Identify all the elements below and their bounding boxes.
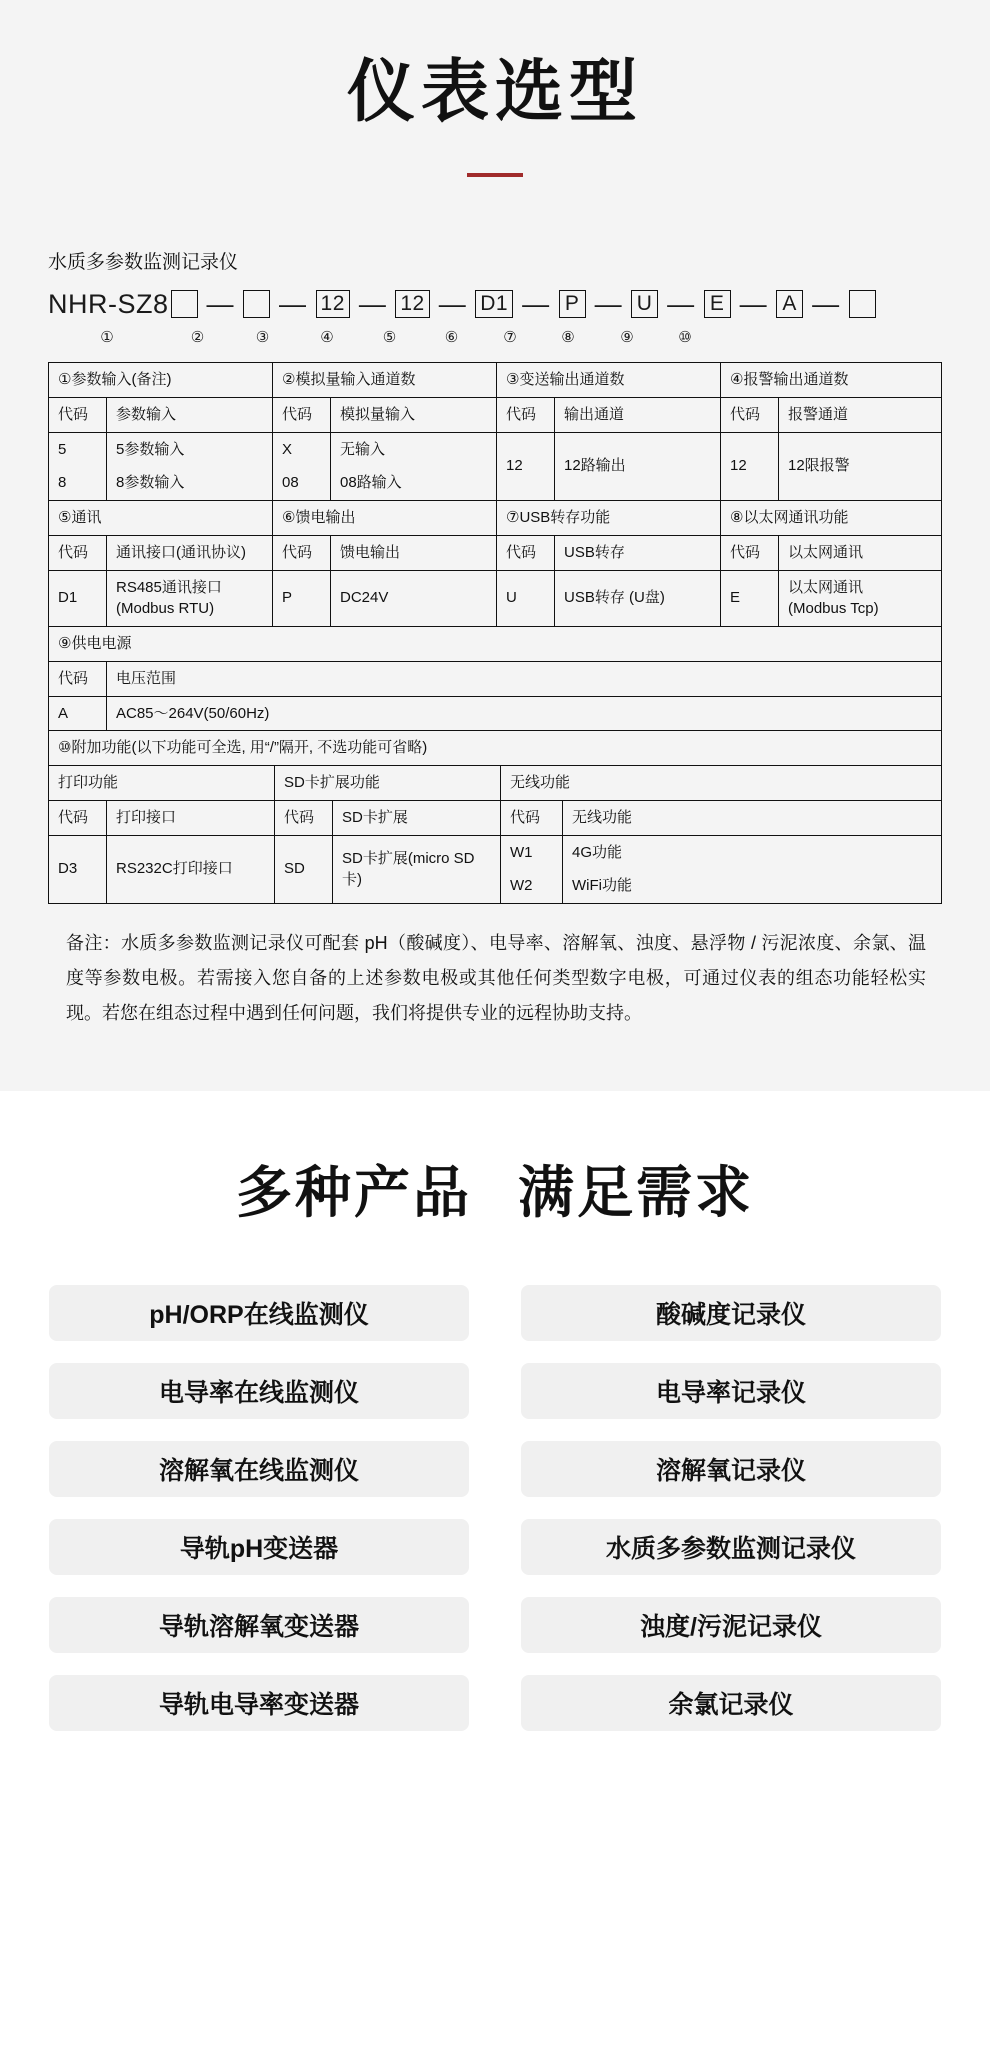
group2-head-value: 模拟量输入 xyxy=(331,397,497,432)
table-row xyxy=(49,835,942,869)
group5-value-line1: RS485通讯接口 xyxy=(116,578,222,596)
model-number-5: ⑤ xyxy=(382,329,397,346)
group10-title: ⑩附加功能(以下功能可全选, 用“/”隔开, 不选功能可省略) xyxy=(49,731,942,766)
group10-col2-head-value: SD卡扩展 xyxy=(333,800,501,835)
group3-value-1: 12路输出 xyxy=(555,432,721,501)
group1-code-1: 5 xyxy=(49,432,107,466)
spec-table-group-a xyxy=(48,362,942,501)
model-number-3: ③ xyxy=(255,329,270,346)
group3-code-1: 12 xyxy=(497,432,555,501)
model-field-9: A xyxy=(776,290,803,318)
remark-label: 备注： xyxy=(66,933,121,953)
group5-value-line2: (Modbus RTU) xyxy=(116,600,215,618)
model-number-6: ⑥ xyxy=(444,329,459,346)
group10-col3-head-code: 代码 xyxy=(501,800,563,835)
product-item-ph-orp-online[interactable]: pH/ORP在线监测仪 xyxy=(49,1285,469,1341)
group10-col3-value-2: WiFi功能 xyxy=(563,869,942,903)
group4-title: ④报警输出通道数 xyxy=(721,363,942,398)
model-code-block xyxy=(48,247,942,904)
model-field-7: U xyxy=(631,290,658,318)
group5-value-1 xyxy=(107,570,273,627)
table-row xyxy=(49,766,942,801)
product-item-residual-chlorine-recorder[interactable]: 余氯记录仪 xyxy=(521,1675,941,1731)
group10-col2-value-1: SD卡扩展(micro SD卡) xyxy=(333,835,501,904)
group3-head-code: 代码 xyxy=(497,397,555,432)
group2-title: ②模拟量输入通道数 xyxy=(273,363,497,398)
model-field-8: E xyxy=(704,290,731,318)
product-item-conductivity-online[interactable]: 电导率在线监测仪 xyxy=(49,1363,469,1419)
group10-col3-head-value: 无线功能 xyxy=(563,800,942,835)
model-dash-7: — xyxy=(667,288,695,319)
group10-col1-head-code: 代码 xyxy=(49,800,107,835)
group8-value-line1: 以太网通讯 xyxy=(788,578,864,596)
group5-code-1: D1 xyxy=(49,570,107,627)
group8-value-line2: (Modbus Tcp) xyxy=(788,600,879,618)
model-number-10: ⑩ xyxy=(678,329,692,346)
model-dash-4: — xyxy=(438,288,467,319)
group6-head-value: 馈电输出 xyxy=(331,535,497,570)
model-prefix: NHR-SZ8 xyxy=(48,288,169,319)
model-number-row xyxy=(48,326,942,348)
model-field-6: P xyxy=(559,290,586,318)
group2-code-1: X xyxy=(273,432,331,466)
group5-head-value: 通讯接口(通讯协议) xyxy=(107,535,273,570)
group8-title: ⑧以太网通讯功能 xyxy=(721,501,942,536)
model-field-10 xyxy=(849,290,876,318)
group5-head-code: 代码 xyxy=(49,535,107,570)
spec-table-group-b xyxy=(48,500,942,627)
product-item-ph-recorder[interactable]: 酸碱度记录仪 xyxy=(521,1285,941,1341)
group7-head-value: USB转存 xyxy=(555,535,721,570)
table-row xyxy=(49,501,942,536)
table-row xyxy=(49,535,942,570)
model-number-9: ⑨ xyxy=(620,329,634,346)
product-item-dissolved-oxygen-online[interactable]: 溶解氧在线监测仪 xyxy=(49,1441,469,1497)
page-title: 仪表选型 xyxy=(346,54,643,130)
group1-value-2: 8参数输入 xyxy=(107,466,273,500)
product-item-multiparameter-recorder[interactable]: 水质多参数监测记录仪 xyxy=(521,1519,941,1575)
model-field-4: 12 xyxy=(395,290,429,318)
model-code-row xyxy=(48,284,942,324)
group10-col2-head-code: 代码 xyxy=(275,800,333,835)
model-number-7: ⑦ xyxy=(503,329,517,346)
group6-value-1: DC24V xyxy=(331,570,497,627)
group2-code-2: 08 xyxy=(273,466,331,500)
group8-head-value: 以太网通讯 xyxy=(779,535,942,570)
product-item-rail-conductivity-transmitter[interactable]: 导轨电导率变送器 xyxy=(49,1675,469,1731)
group4-code-1: 12 xyxy=(721,432,779,501)
product-item-rail-do-transmitter[interactable]: 导轨溶解氧变送器 xyxy=(49,1597,469,1653)
table-row xyxy=(49,570,942,627)
model-dash-9: — xyxy=(812,288,840,319)
product-item-rail-ph-transmitter[interactable]: 导轨pH变送器 xyxy=(49,1519,469,1575)
group3-head-value: 输出通道 xyxy=(555,397,721,432)
model-field-3: 12 xyxy=(316,290,350,318)
group1-head-code: 代码 xyxy=(49,397,107,432)
model-field-1 xyxy=(171,290,198,318)
model-dash-8: — xyxy=(739,288,768,319)
group6-title: ⑥馈电输出 xyxy=(273,501,497,536)
model-number-1: ① xyxy=(100,329,114,346)
group10-col1-head-value: 打印接口 xyxy=(107,800,275,835)
product-item-dissolved-oxygen-recorder[interactable]: 溶解氧记录仪 xyxy=(521,1441,941,1497)
group10-col3-code-1: W1 xyxy=(501,835,563,869)
spec-table-group-d xyxy=(48,730,942,904)
table-row xyxy=(49,363,942,398)
table-row xyxy=(49,696,942,731)
group7-head-code: 代码 xyxy=(497,535,555,570)
product-list-section xyxy=(0,1091,990,1777)
spec-table-group-c xyxy=(48,626,942,731)
product-item-conductivity-recorder[interactable]: 电导率记录仪 xyxy=(521,1363,941,1419)
model-dash-5: — xyxy=(522,288,550,319)
model-field-2 xyxy=(243,290,270,318)
group1-head-value: 参数输入 xyxy=(107,397,273,432)
group1-value-1: 5参数输入 xyxy=(107,432,273,466)
group10-col3-code-2: W2 xyxy=(501,869,563,903)
group10-col2-title: SD卡扩展功能 xyxy=(275,766,501,801)
group4-head-value: 报警通道 xyxy=(779,397,942,432)
group4-head-code: 代码 xyxy=(721,397,779,432)
group10-col1-title: 打印功能 xyxy=(49,766,275,801)
model-number-4: ④ xyxy=(320,329,334,346)
remark-block xyxy=(66,926,926,1031)
group9-head-code: 代码 xyxy=(49,661,107,696)
group8-head-code: 代码 xyxy=(721,535,779,570)
product-grid xyxy=(0,1285,990,1731)
group5-title: ⑤通讯 xyxy=(49,501,273,536)
group1-code-2: 8 xyxy=(49,466,107,500)
group3-title: ③变送输出通道数 xyxy=(497,363,721,398)
group2-head-code: 代码 xyxy=(273,397,331,432)
title-divider xyxy=(467,173,523,177)
model-field-5: D1 xyxy=(475,290,513,318)
group2-value-2: 08路输入 xyxy=(331,466,497,500)
group1-title: ①参数输入(备注) xyxy=(49,363,273,398)
product-title-left: 多种产品 xyxy=(236,1161,472,1225)
model-number-2: ② xyxy=(190,329,205,346)
group9-code-1: A xyxy=(49,696,107,731)
group7-code-1: U xyxy=(497,570,555,627)
table-row xyxy=(49,397,942,432)
model-dash-6: — xyxy=(594,288,623,319)
model-caption: 水质多参数监测记录仪 xyxy=(48,252,239,273)
model-dash-3: — xyxy=(358,288,387,319)
table-row xyxy=(49,800,942,835)
table-row xyxy=(49,661,942,696)
remark-text: 水质多参数监测记录仪可配套 pH（酸碱度）、电导率、溶解氧、浊度、悬浮物 / 污泥浓度、余氯、温度等参数电极。若需接入您自备的上述参数电极或其他任何类型数字电极，可通过仪表的组态功能轻松实现。若您在组态过程中遇到任何问题，我们将提供专业的远程协助支持。 xyxy=(66,933,926,1024)
table-row xyxy=(49,731,942,766)
group9-head-value: 电压范围 xyxy=(107,661,942,696)
group2-value-1: 无输入 xyxy=(331,432,497,466)
model-number-8: ⑧ xyxy=(561,329,575,346)
group7-value-1: USB转存 (U盘) xyxy=(555,570,721,627)
product-title-right: 满足需求 xyxy=(518,1161,754,1225)
group6-code-1: P xyxy=(273,570,331,627)
group8-value-1 xyxy=(779,570,942,627)
group6-head-code: 代码 xyxy=(273,535,331,570)
product-item-turbidity-sludge-recorder[interactable]: 浊度/污泥记录仪 xyxy=(521,1597,941,1653)
group10-col2-code-1: SD xyxy=(275,835,333,904)
group7-title: ⑦USB转存功能 xyxy=(497,501,721,536)
group10-col1-code-1: D3 xyxy=(49,835,107,904)
group10-col3-title: 无线功能 xyxy=(501,766,942,801)
group10-col3-value-1: 4G功能 xyxy=(563,835,942,869)
table-row xyxy=(49,627,942,662)
table-row xyxy=(49,432,942,466)
model-dash-2: — xyxy=(279,288,307,319)
product-section-title xyxy=(0,1149,990,1229)
group8-code-1: E xyxy=(721,570,779,627)
group9-value-1: AC85～264V(50/60Hz) xyxy=(107,696,942,731)
group4-value-1: 12限报警 xyxy=(779,432,942,501)
group9-title: ⑨供电电源 xyxy=(49,627,942,662)
group10-col1-value-1: RS232C打印接口 xyxy=(107,835,275,904)
model-dash-1: — xyxy=(206,288,235,319)
